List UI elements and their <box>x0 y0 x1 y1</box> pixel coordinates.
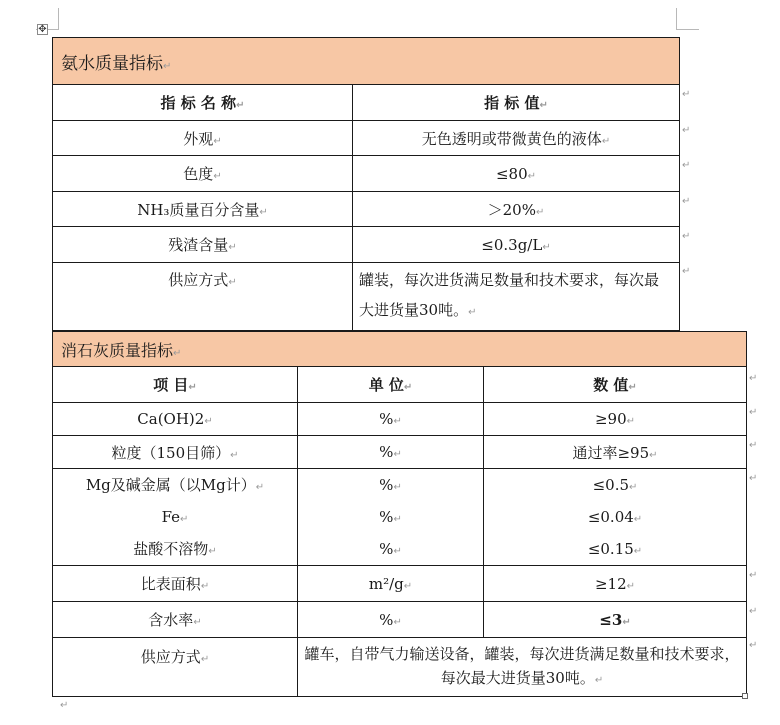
ammonia-quality-table <box>52 37 680 331</box>
lime-surface-unit: m²/g↵ <box>298 566 484 602</box>
lime-surface-item: 比表面积↵ <box>53 566 298 602</box>
row-end-mark: ↵ <box>749 570 758 581</box>
lime-row-value: 通过率≥95↵ <box>484 436 747 469</box>
ammonia-table-title: 氨水质量指标↵ <box>53 38 680 85</box>
row-end-mark: ↵ <box>682 125 691 136</box>
lime-metal-units <box>298 469 484 566</box>
lime-metal-value: ≤0.15↵ <box>587 540 643 558</box>
ammonia-row-name: 残渣含量↵ <box>53 227 353 263</box>
ammonia-row-value: ≤0.3g/L↵ <box>353 227 680 263</box>
lime-metal-value: ≤0.04↵ <box>587 508 643 526</box>
row-end-mark: ↵ <box>749 407 758 418</box>
row-end-mark: ↵ <box>682 160 691 171</box>
table-resize-handle[interactable] <box>742 693 748 699</box>
lime-table-title: 消石灰质量指标↵ <box>53 332 747 367</box>
lime-water-unit: %↵ <box>298 602 484 638</box>
lime-header-item: 项 目↵ <box>53 367 298 403</box>
lime-row-item: Ca(OH)2↵ <box>53 403 298 436</box>
lime-water-item: 含水率↵ <box>53 602 298 638</box>
lime-water-value: ≤3↵ <box>484 602 747 638</box>
lime-metal-unit: %↵ <box>379 508 402 526</box>
row-end-mark: ↵ <box>749 373 758 384</box>
crop-mark-top-right <box>677 29 699 30</box>
lime-metal-items <box>53 469 298 566</box>
ammonia-row-value: 无色透明或带微黄色的液体↵ <box>353 121 680 156</box>
row-end-mark: ↵ <box>749 440 758 451</box>
lime-supply-value: 罐车，自带气力输送设备，罐装，每次进货满足数量和技术要求，每次最大进货量30吨。↵ <box>298 638 747 697</box>
lime-metal-unit: %↵ <box>379 540 402 558</box>
row-end-mark: ↵ <box>682 266 691 277</box>
lime-quality-table <box>52 331 747 697</box>
ammonia-row-name: 供应方式↵ <box>53 263 353 331</box>
ammonia-row-name: 色度↵ <box>53 156 353 192</box>
lime-header-value: 数 值↵ <box>484 367 747 403</box>
lime-metal-item: Mg及碱金属（以Mg计）↵ <box>85 476 265 494</box>
lime-row-unit: %↵ <box>298 403 484 436</box>
ammonia-row-value: ≤80↵ <box>353 156 680 192</box>
lime-metal-item: Fe↵ <box>161 508 189 526</box>
crop-mark-left <box>58 8 59 30</box>
row-end-mark: ↵ <box>749 640 758 651</box>
row-end-mark: ↵ <box>749 473 758 484</box>
ammonia-row-value: ＞20%↵ <box>353 192 680 227</box>
crop-mark-right <box>676 8 677 30</box>
lime-metal-value: ≤0.5↵ <box>592 476 638 494</box>
table-move-handle[interactable]: ✥ <box>38 24 47 35</box>
lime-metal-unit: %↵ <box>379 476 402 494</box>
ammonia-header-name: 指 标 名 称↵ <box>53 85 353 121</box>
row-end-mark: ↵ <box>682 196 691 207</box>
lime-header-unit: 单 位↵ <box>298 367 484 403</box>
lime-metal-values <box>484 469 747 566</box>
lime-row-item: 粒度（150目筛）↵ <box>53 436 298 469</box>
lime-supply-item: 供应方式↵ <box>53 638 298 697</box>
row-end-mark: ↵ <box>682 89 691 100</box>
row-end-mark: ↵ <box>749 606 758 617</box>
ammonia-row-name: NH₃质量百分含量↵ <box>53 192 353 227</box>
lime-row-unit: %↵ <box>298 436 484 469</box>
ammonia-row-value: 罐装，每次进货满足数量和技术要求，每次最大进货量30吨。↵ <box>353 263 680 331</box>
lime-metal-item: 盐酸不溶物↵ <box>133 540 217 558</box>
row-end-mark: ↵ <box>682 231 691 242</box>
paragraph-mark: ↵ <box>60 700 69 711</box>
lime-row-value: ≥90↵ <box>484 403 747 436</box>
ammonia-header-value: 指 标 值↵ <box>353 85 680 121</box>
ammonia-row-name: 外观↵ <box>53 121 353 156</box>
lime-surface-value: ≥12↵ <box>484 566 747 602</box>
